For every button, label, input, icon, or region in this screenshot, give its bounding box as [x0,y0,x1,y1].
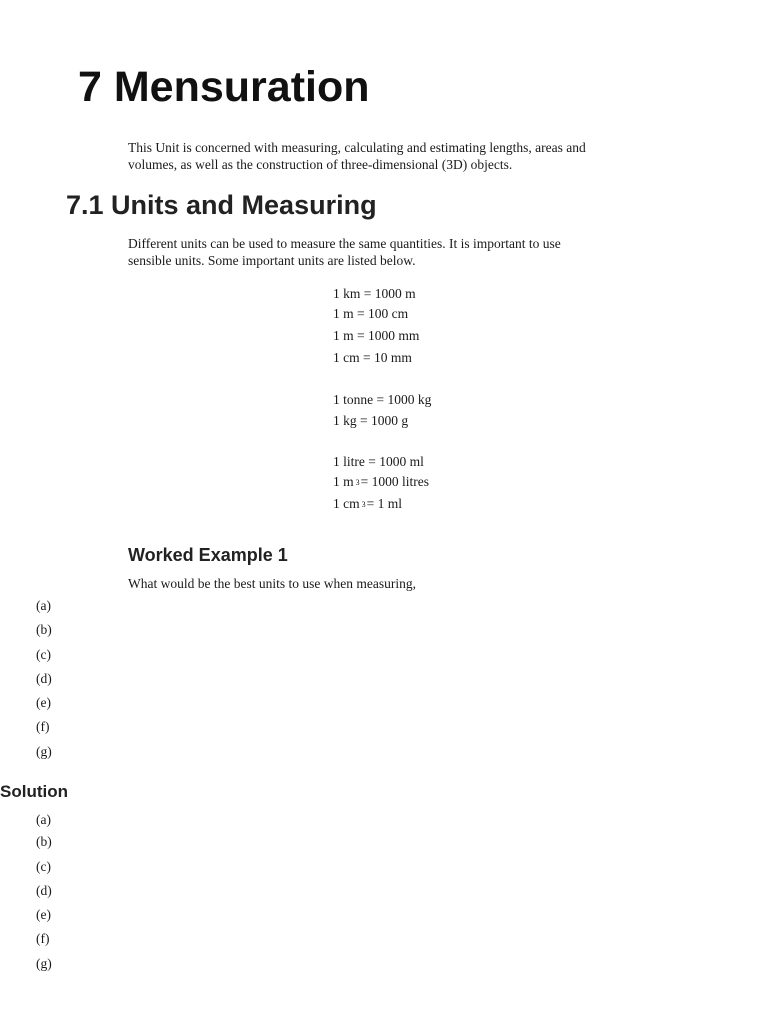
unit-exponent: 3 [355,478,360,487]
section-intro-line: sensible units. Some important units are listed below. [128,253,416,268]
solution-part-label: (c) [36,859,51,874]
chapter-intro-line: This Unit is concerned with measuring, calculating and estimating lengths, areas and [128,140,586,155]
solution-part-label: (f) [36,931,50,946]
unit-conversion-mass: 1 kg = 1000 g [333,413,409,428]
chapter-intro [128,139,648,173]
worked-example-question: What would be the best units to use when measuring, [128,576,416,591]
unit-rest: = 1000 litres [360,474,429,489]
unit-conversion-length: 1 cm = 10 mm [333,350,412,365]
unit-conversion-volume [333,495,402,513]
unit-rest: = 1 ml [366,496,402,511]
section-intro-line: Different units can be used to measure the same quantities. It is important to use [128,236,561,251]
chapter-title: 7 Mensuration [78,63,370,111]
solution-part-label: (d) [36,883,52,898]
solution-part-label: (g) [36,956,52,971]
solution-part-label: (b) [36,834,52,849]
question-part-label: (f) [36,719,50,734]
unit-base: 1 cm [333,496,360,511]
question-part-label: (d) [36,671,52,686]
unit-base: 1 m [333,474,354,489]
question-part-label: (c) [36,647,51,662]
chapter-intro-line: volumes, as well as the construction of three-dimensional (3D) objects. [128,157,513,172]
unit-conversion-volume: 1 litre = 1000 ml [333,454,424,469]
question-part-label: (g) [36,744,52,759]
solution-title: Solution [0,782,68,801]
unit-exponent: 3 [361,500,366,509]
question-part-label: (b) [36,622,52,637]
section-intro [128,235,648,269]
unit-conversion-mass: 1 tonne = 1000 kg [333,392,432,407]
section-title: 7.1 Units and Measuring [66,190,377,220]
unit-conversion-length: 1 m = 100 cm [333,306,409,321]
unit-conversion-length: 1 m = 1000 mm [333,328,420,343]
unit-conversion-length: 1 km = 1000 m [333,286,416,301]
solution-part-label: (a) [36,812,51,827]
solution-part-label: (e) [36,907,51,922]
question-part-label: (a) [36,598,51,613]
worked-example-title: Worked Example 1 [128,545,288,565]
question-part-label: (e) [36,695,51,710]
unit-conversion-volume [333,473,429,491]
